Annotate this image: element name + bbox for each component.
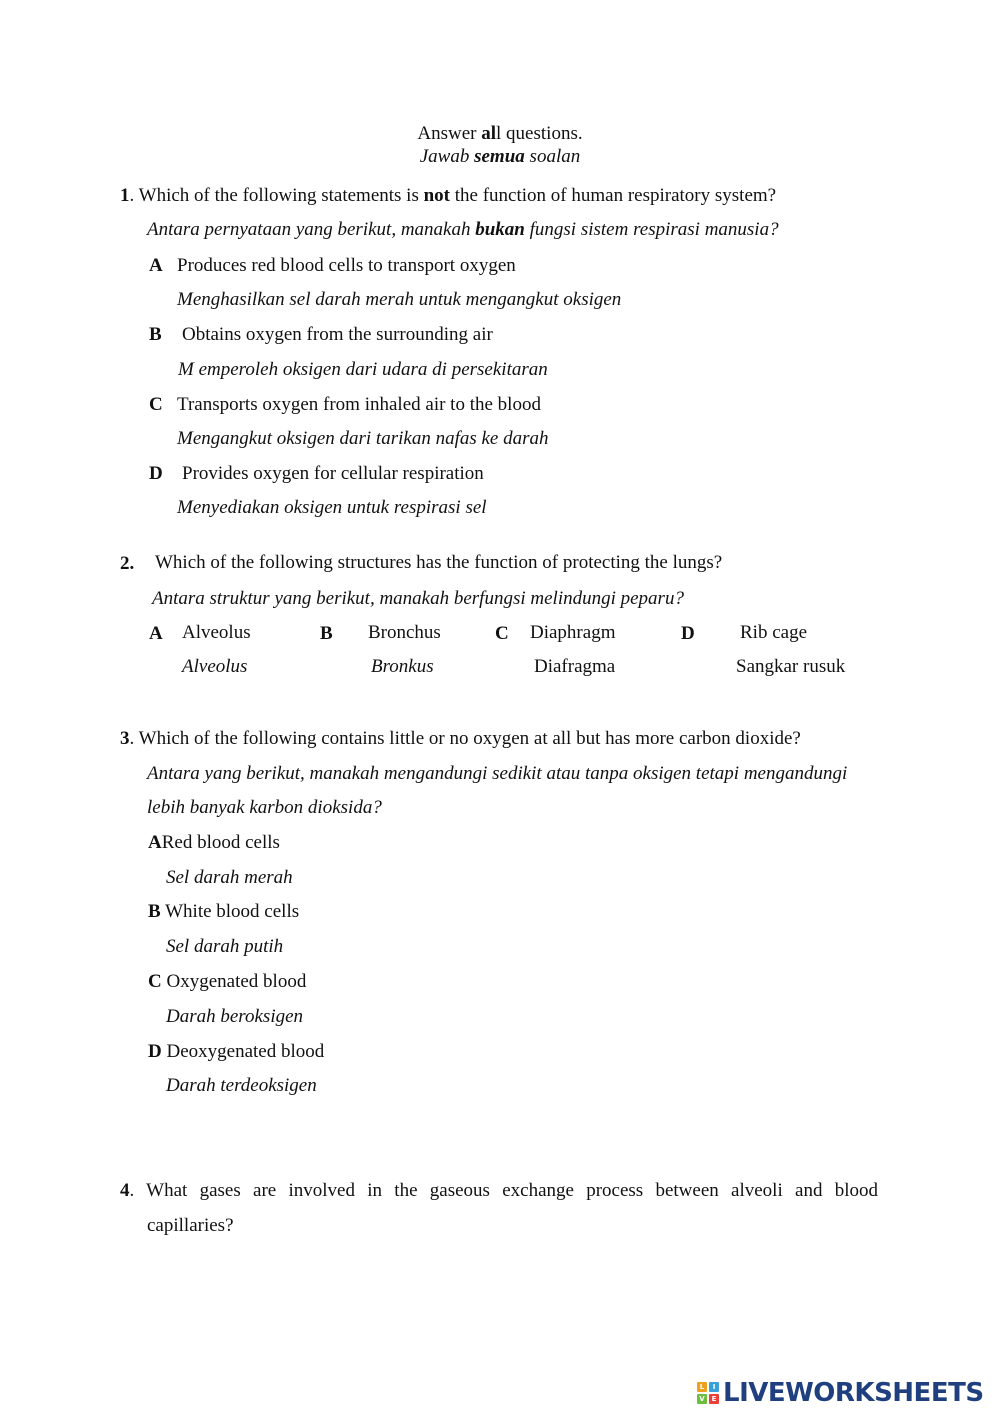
q1-option-d-english: Provides oxygen for cellular respiration [182, 463, 484, 484]
q3-option-c-malay: Darah beroksigen [166, 1006, 304, 1027]
q1-option-a-english: Produces red blood cells to transport oxygen [177, 255, 516, 276]
q2-option-b-english: Bronchus [368, 622, 441, 643]
question-2-malay: Antara struktur yang berikut, manakah berfungsi melindungi peparu? [152, 588, 684, 609]
q2-option-b-malay: Bronkus [371, 656, 434, 677]
question-1-english: 1. Which of the following statements is not the function of human respiratory system? [120, 185, 777, 206]
instruction-malay: Jawab semua soalan [419, 146, 581, 167]
question-3-malay-line2: lebih banyak karbon dioksida? [147, 797, 382, 818]
q3-option-d: D Deoxygenated blood [148, 1041, 325, 1062]
q2-option-d-malay: Sangkar rusuk [736, 656, 846, 677]
q1-option-b-letter: B [149, 324, 162, 345]
q3-option-d-malay: Darah terdeoksigen [166, 1075, 317, 1096]
q2-option-c-letter: C [495, 623, 509, 644]
q2-option-c-english: Diaphragm [530, 622, 616, 643]
q2-option-a-english: Alveolus [182, 622, 251, 643]
q1-option-a-malay: Menghasilkan sel darah merah untuk mengangkut oksigen [177, 289, 622, 310]
q2-option-c-malay: Diafragma [534, 656, 616, 677]
q1-option-a-letter: A [149, 255, 163, 276]
question-2-number: 2. [120, 553, 135, 574]
question-3-english: 3. Which of the following contains little or no oxygen at all but has more carbon dioxide? [120, 728, 801, 749]
q1-option-c-malay: Mengangkut oksigen dari tarikan nafas ke darah [177, 428, 549, 449]
q1-option-d-letter: D [149, 463, 163, 484]
question-2-english: Which of the following structures has the function of protecting the lungs? [155, 552, 723, 573]
q3-option-a: ARed blood cells [148, 832, 280, 853]
q2-option-d-english: Rib cage [740, 622, 808, 643]
q3-option-b-malay: Sel darah putih [166, 936, 284, 957]
question-3-malay-line1: Antara yang berikut, manakah mengandungi sedikit atau tanpa oksigen tetapi mengandungi [147, 763, 848, 784]
q1-option-b-english: Obtains oxygen from the surrounding air [182, 324, 493, 345]
question-1-malay: Antara pernyataan yang berikut, manakah bukan fungsi sistem respirasi manusia? [147, 219, 779, 240]
logo-letter-l: L [697, 1382, 707, 1392]
liveworksheets-logo [697, 1380, 984, 1406]
q3-option-a-malay: Sel darah merah [166, 867, 293, 888]
question-4-line2: capillaries? [147, 1215, 234, 1236]
q1-option-d-malay: Menyediakan oksigen untuk respirasi sel [177, 497, 487, 518]
q1-option-b-malay: M emperoleh oksigen dari udara di persekitaran [178, 359, 548, 380]
logo-letter-i: I [709, 1382, 719, 1392]
question-4-line1: 4. What gases are involved in the gaseous exchange process between alveoli and blood [120, 1180, 878, 1201]
logo-letter-e: E [709, 1394, 719, 1404]
logo-letter-v: V [697, 1394, 707, 1404]
q1-option-c-english: Transports oxygen from inhaled air to the blood [177, 394, 541, 415]
q3-option-b: B White blood cells [148, 901, 300, 922]
q2-option-a-malay: Alveolus [182, 656, 248, 677]
q2-option-a-letter: A [149, 623, 163, 644]
q3-option-c: C Oxygenated blood [148, 971, 307, 992]
logo-text: LIVEWORKSHEETS [723, 1378, 984, 1408]
q2-option-d-letter: D [681, 623, 695, 644]
logo-grid-icon [697, 1382, 719, 1404]
instruction-english: Answer all questions. [417, 123, 583, 144]
q1-option-c-letter: C [149, 394, 163, 415]
q2-option-b-letter: B [320, 623, 333, 644]
